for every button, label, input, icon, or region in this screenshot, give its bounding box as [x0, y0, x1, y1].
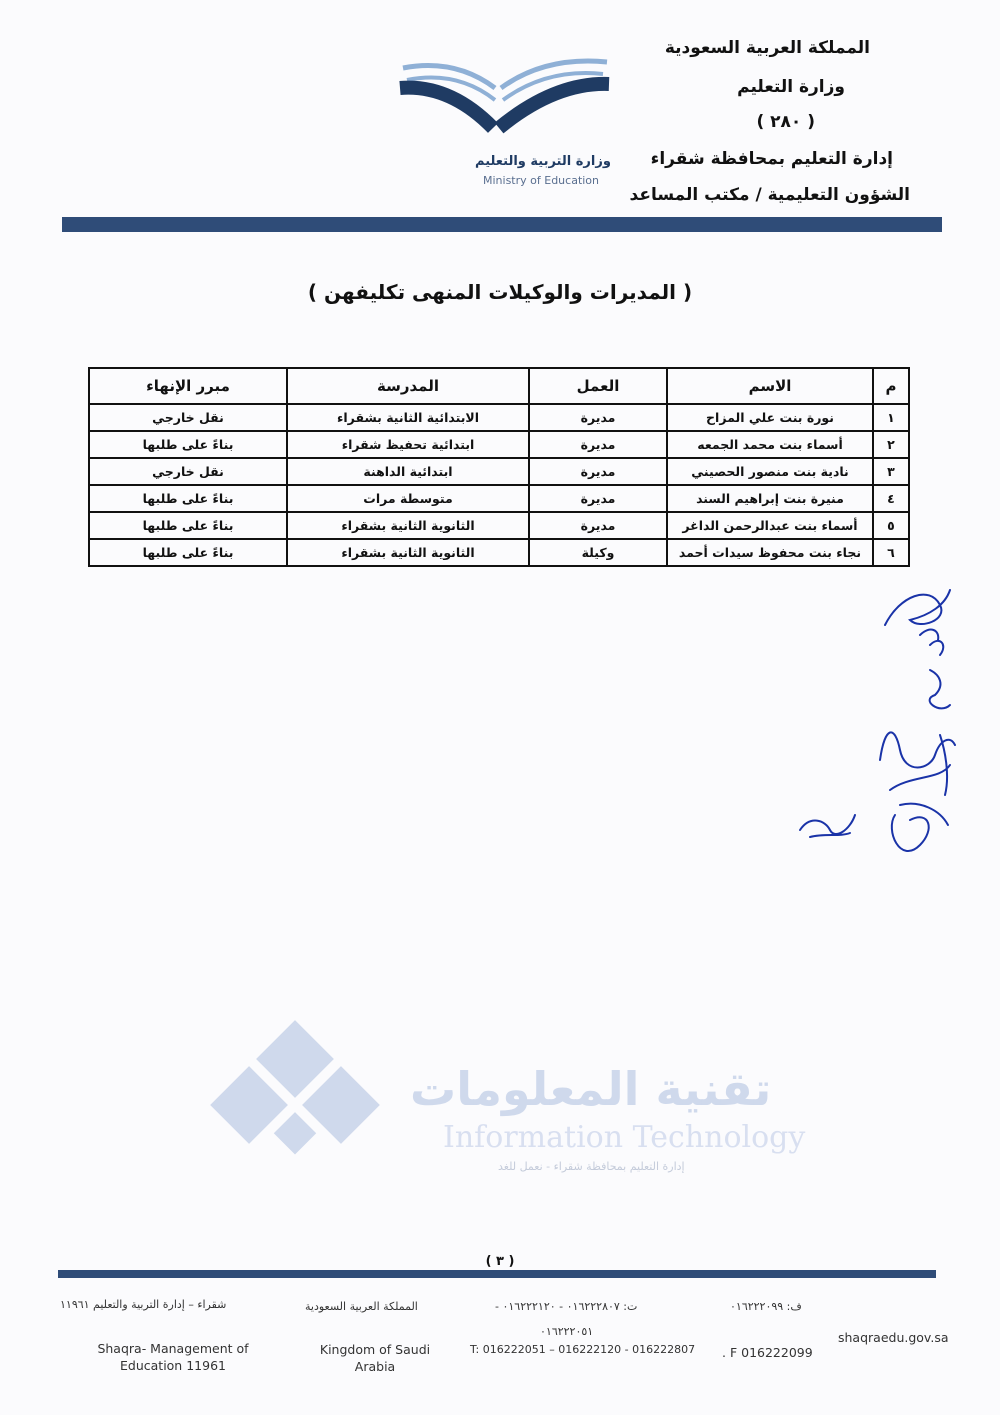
cell-name: نورة بنت علي المزاح — [667, 404, 873, 431]
page-number: ( ٣ ) — [485, 1254, 515, 1269]
staff-table — [88, 367, 910, 567]
table-row — [89, 539, 909, 566]
footer-website[interactable]: shaqraedu.gov.sa — [838, 1330, 949, 1345]
logo-text-ar: وزارة التربية والتعليم — [475, 154, 611, 169]
watermark-title-en: Information Technology — [443, 1120, 806, 1155]
footer-fax-en: . F 016222099 — [722, 1345, 813, 1360]
cell-num: ٦ — [873, 539, 909, 566]
document-title: ( المديرات والوكيلات المنهى تكليفهن ) — [307, 280, 693, 304]
table-header-row — [89, 368, 909, 404]
table-row — [89, 512, 909, 539]
department-name: إدارة التعليم بمحافظة شقراء — [650, 149, 893, 169]
watermark-title-ar: تقنية المعلومات — [410, 1062, 772, 1116]
watermark-logo-icon — [195, 1005, 395, 1205]
footer-phone-ar-2: ٠١٦٢٢٢٠٥١ — [540, 1325, 594, 1338]
cell-school: ابتدائية الداهنة — [287, 458, 529, 485]
cell-name: نادية بنت منصور الحصيني — [667, 458, 873, 485]
cell-job: مديرة — [529, 404, 667, 431]
kingdom-name: المملكة العربية السعودية — [664, 38, 870, 58]
cell-job: مديرة — [529, 431, 667, 458]
cell-num: ٢ — [873, 431, 909, 458]
book-logo-icon — [395, 48, 615, 148]
header-num: م — [873, 368, 909, 404]
header-rule — [62, 217, 942, 232]
cell-school: الابتدائية الثانية بشقراء — [287, 404, 529, 431]
cell-num: ٣ — [873, 458, 909, 485]
cell-reason: بناءً على طلبها — [89, 485, 287, 512]
header-job: العمل — [529, 368, 667, 404]
signature-marks — [790, 575, 970, 875]
cell-name: منيرة بنت إبراهيم السند — [667, 485, 873, 512]
cell-job: مديرة — [529, 485, 667, 512]
header-name: الاسم — [667, 368, 873, 404]
cell-name: نجاء بنت محفوظ سيدات أحمد — [667, 539, 873, 566]
footer-fax-ar: ف: ٠١٦٢٢٢٠٩٩ — [730, 1300, 802, 1313]
cell-reason: بناءً على طلبها — [89, 512, 287, 539]
table-row — [89, 431, 909, 458]
footer-address-ar: شقراء – إدارة التربية والتعليم ١١٩٦١ — [60, 1298, 227, 1311]
cell-reason: نقل خارجي — [89, 404, 287, 431]
watermark-subtitle: إدارة التعليم بمحافظة شقراء - نعمل للغد — [498, 1160, 685, 1173]
footer-address-en: Shaqra- Management of Education 11961 — [97, 1341, 249, 1373]
footer-phone-ar: ت: ٠١٦٢٢٢٨٠٧ - ٠١٦٢٢٢١٢٠ - — [495, 1300, 638, 1313]
table-row — [89, 404, 909, 431]
cell-num: ٥ — [873, 512, 909, 539]
cell-reason: نقل خارجي — [89, 458, 287, 485]
ministry-name: وزارة التعليم — [737, 77, 845, 97]
table-row — [89, 485, 909, 512]
logo-text-en: Ministry of Education — [483, 174, 600, 187]
ministry-logo — [395, 48, 615, 193]
table-row — [89, 458, 909, 485]
cell-school: الثانوية الثانية بشقراء — [287, 512, 529, 539]
cell-num: ٤ — [873, 485, 909, 512]
footer-country-ar: المملكة العربية السعودية — [305, 1300, 418, 1313]
cell-reason: بناءً على طلبها — [89, 539, 287, 566]
document-code: ( ٢٨٠ ) — [756, 112, 815, 132]
cell-job: مديرة — [529, 512, 667, 539]
cell-name: أسماء بنت محمد الجمعه — [667, 431, 873, 458]
cell-num: ١ — [873, 404, 909, 431]
cell-name: أسماء بنت عبدالرحمن الداغر — [667, 512, 873, 539]
cell-school: ابتدائية تحفيظ شقراء — [287, 431, 529, 458]
cell-job: وكيلة — [529, 539, 667, 566]
footer-phone-en: T: 016222051 – 016222120 - 016222807 — [470, 1343, 696, 1356]
header-reason: مبرر الإنهاء — [89, 368, 287, 404]
cell-school: الثانوية الثانية بشقراء — [287, 539, 529, 566]
footer-rule — [58, 1270, 936, 1278]
cell-job: مديرة — [529, 458, 667, 485]
cell-reason: بناءً على طلبها — [89, 431, 287, 458]
header-school: المدرسة — [287, 368, 529, 404]
footer-country-en: Kingdom of Saudi Arabia — [319, 1342, 431, 1374]
cell-school: متوسطة مرات — [287, 485, 529, 512]
office-name: الشؤون التعليمية / مكتب المساعد — [629, 185, 910, 205]
